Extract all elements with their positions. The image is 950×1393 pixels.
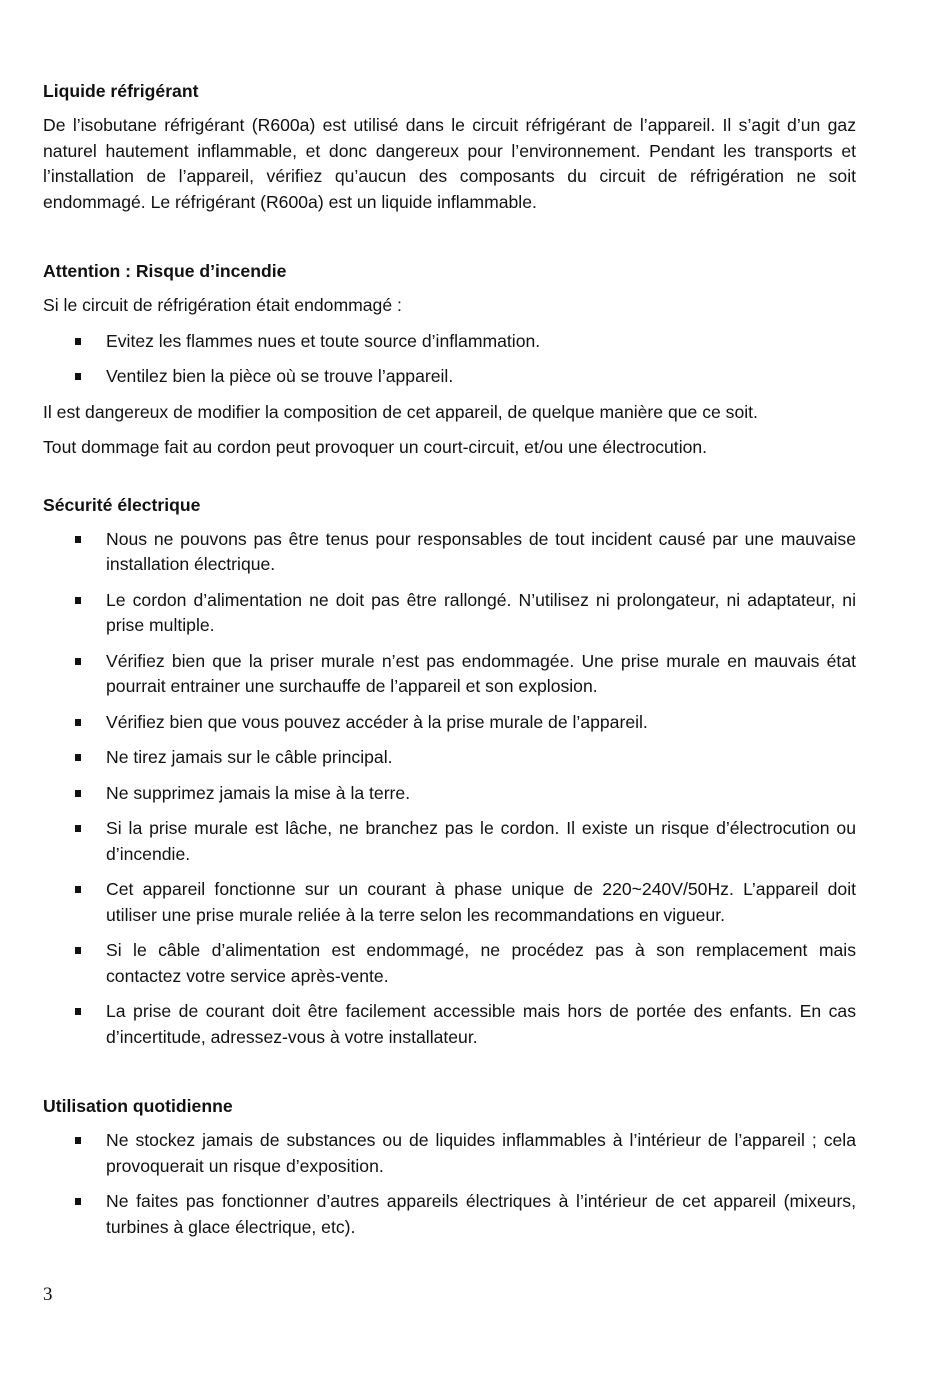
square-bullet-icon <box>75 597 81 604</box>
list-item-text: Cet appareil fonctionne sur un courant à phase unique de 220~240V/50Hz. L’appareil doit utiliser une prise murale reliée à la terre selon les recommandations en vigueur. <box>106 879 856 925</box>
list-item <box>43 1128 856 1179</box>
bullet-list <box>43 329 856 390</box>
paragraph: Tout dommage fait au cordon peut provoquer un court-circuit, et/ou une électrocution. <box>43 437 708 457</box>
list-item-text: Ventilez bien la pièce où se trouve l’appareil. <box>106 366 454 386</box>
section-liquide-refrigerant <box>43 79 856 215</box>
list-item <box>43 816 856 867</box>
square-bullet-icon <box>75 1137 81 1144</box>
list-item-text: Le cordon d’alimentation ne doit pas être rallongé. N’utilisez ni prolongateur, ni adaptateur, ni prise multiple. <box>106 589 856 635</box>
list-item-text: Vérifiez bien que la priser murale n’est pas endommagée. Une prise murale en mauvais état pourrait entrainer une surchauffe de l’appareil et son explosion. <box>106 650 856 696</box>
list-item-text: Ne supprimez jamais la mise à la terre. <box>106 782 411 803</box>
square-bullet-icon <box>75 658 81 665</box>
list-item <box>43 649 856 700</box>
square-bullet-icon <box>75 886 81 893</box>
list-item <box>43 588 856 639</box>
list-item <box>43 745 856 771</box>
list-item <box>43 1189 856 1240</box>
section-heading: Utilisation quotidienne <box>43 1096 233 1116</box>
page-number: 3 <box>43 1284 53 1305</box>
square-bullet-icon <box>75 1198 81 1205</box>
list-item <box>43 781 856 807</box>
bullet-list <box>43 527 856 1051</box>
list-item <box>43 710 856 736</box>
list-item-text: Evitez les flammes nues et toute source d’inflammation. <box>106 330 541 351</box>
square-bullet-icon <box>75 1008 81 1015</box>
square-bullet-icon <box>75 825 81 832</box>
list-item-text: Ne stockez jamais de substances ou de liquides inflammables à l’intérieur de l’appareil ; cela provoquerait un risque d’exposition. <box>106 1130 856 1176</box>
section-securite-electrique <box>43 493 856 1051</box>
list-item <box>43 877 856 928</box>
square-bullet-icon <box>75 338 81 345</box>
square-bullet-icon <box>75 754 81 761</box>
list-item <box>43 364 856 390</box>
list-item <box>43 938 856 989</box>
paragraph: De l’isobutane réfrigérant (R600a) est utilisé dans le circuit réfrigérant de l’appareil. Il s’agit d’un gaz naturel hautement inflammable, et donc dangereux pour l’environnement. Pendant les transports et l’installation de l’appareil, vérifiez qu’aucun des composants du circuit de réfrigération ne soit endommagé. Le réfrigérant (R600a) est un liquide inflammable. <box>43 115 856 212</box>
list-item-text: Ne tirez jamais sur le câble principal. <box>106 747 393 767</box>
list-item-text: Nous ne pouvons pas être tenus pour responsables de tout incident causé par une mauvaise installation électrique. <box>106 528 856 574</box>
page-content <box>43 79 856 1240</box>
list-item-text: Vérifiez bien que vous pouvez accéder à la prise murale de l’appareil. <box>106 711 648 732</box>
square-bullet-icon <box>75 373 81 380</box>
list-item-text: Si le câble d’alimentation est endommagé, ne procédez pas à son remplacement mais contactez votre service après-vente. <box>106 940 856 986</box>
paragraph: Il est dangereux de modifier la composition de cet appareil, de quelque manière que ce soit. <box>43 401 758 422</box>
bullet-list <box>43 1128 856 1240</box>
square-bullet-icon <box>75 719 81 726</box>
list-item-text: La prise de courant doit être facilement accessible mais hors de portée des enfants. En cas d’incertitude, adressez-vous à votre installateur. <box>106 1001 856 1047</box>
square-bullet-icon <box>75 536 81 543</box>
section-risque-incendie <box>43 259 856 461</box>
section-heading: Sécurité électrique <box>43 494 201 515</box>
list-item-text: Ne faites pas fonctionner d’autres appareils électriques à l’intérieur de cet appareil (mixeurs, turbines à glace électrique, etc). <box>106 1191 856 1237</box>
section-heading: Liquide réfrigérant <box>43 81 199 101</box>
paragraph-intro: Si le circuit de réfrigération était endommagé : <box>43 295 402 315</box>
list-item-text: Si la prise murale est lâche, ne branchez pas le cordon. Il existe un risque d’électrocution ou d’incendie. <box>106 818 856 864</box>
list-item <box>43 329 856 355</box>
section-heading: Attention : Risque d’incendie <box>43 261 287 281</box>
section-utilisation-quotidienne <box>43 1094 856 1240</box>
list-item <box>43 999 856 1050</box>
square-bullet-icon <box>75 790 81 797</box>
square-bullet-icon <box>75 947 81 954</box>
list-item <box>43 527 856 578</box>
